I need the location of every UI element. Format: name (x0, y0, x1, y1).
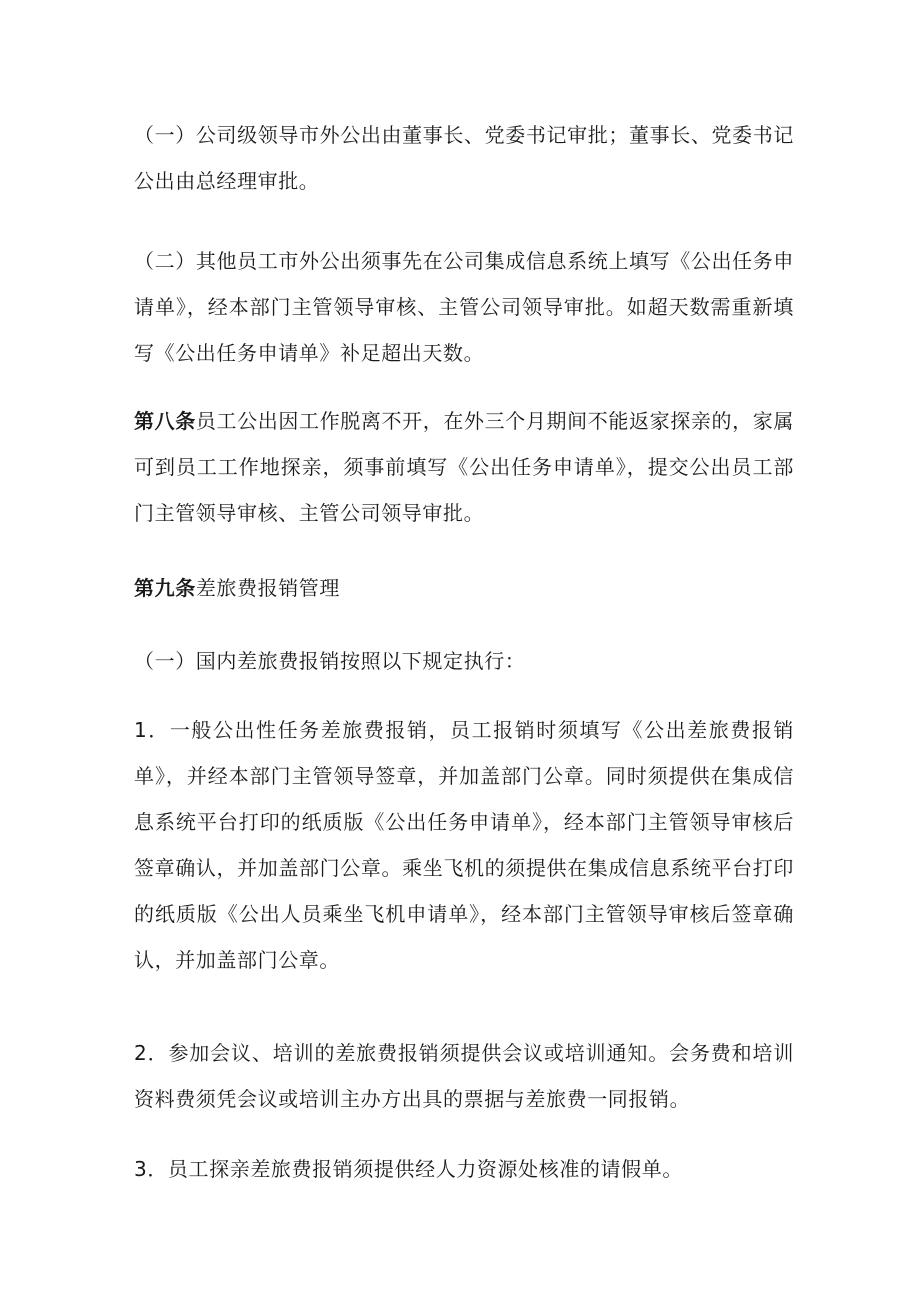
paragraph-text: （二）其他员工市外公出须事先在公司集成信息系统上填写《公出任务申请单》，经本部门主管领导审核、主管公司领导审批。如超天数需重新填写《公出任务申请单》补足超出天数。 (134, 249, 794, 365)
item-1-general-travel (134, 707, 794, 983)
paragraph-approval-staff (134, 238, 794, 376)
section-domestic-travel (134, 638, 794, 684)
paragraph-text: 3．员工探亲差旅费报销须提供经人力资源处核准的请假单。 (134, 1157, 683, 1181)
paragraph-approval-leaders (134, 112, 794, 204)
article-heading: 第八条 (134, 409, 196, 433)
paragraph-text: 1．一般公出性任务差旅费报销，员工报销时须填写《公出差旅费报销单》，并经本部门主管领导签章，并加盖部门公章。同时须提供在集成信息系统平台打印的纸质版《公出任务申请单》，经本部门主管领导审核后签章确认，并加盖部门公章。乘坐飞机的须提供在集成信息系统平台打印的纸质版《公出人员乘坐飞机申请单》，经本部门主管领导审核后签章确认，并加盖部门公章。 (134, 718, 794, 972)
paragraph-text: （一）公司级领导市外公出由董事长、党委书记审批；董事长、党委书记公出由总经理审批。 (134, 123, 794, 193)
article-heading: 第九条 (134, 576, 196, 600)
paragraph-text: 差旅费报销管理 (195, 576, 341, 600)
paragraph-text: 员工公出因工作脱离不开，在外三个月期间不能返家探亲的，家属可到员工工作地探亲，须事前填写《公出任务申请单》，提交公出员工部门主管领导审核、主管公司领导审批。 (134, 409, 794, 525)
paragraph-text: （一）国内差旅费报销按照以下规定执行： (134, 649, 526, 673)
item-2-meetings-training (134, 1030, 794, 1122)
article-9 (134, 565, 794, 611)
paragraph-text: 2．参加会议、培训的差旅费报销须提供会议或培训通知。会务费和培训资料费须凭会议或培训主办方出具的票据与差旅费一同报销。 (134, 1041, 794, 1111)
article-8 (134, 398, 794, 536)
item-3-family-visit (134, 1146, 794, 1192)
